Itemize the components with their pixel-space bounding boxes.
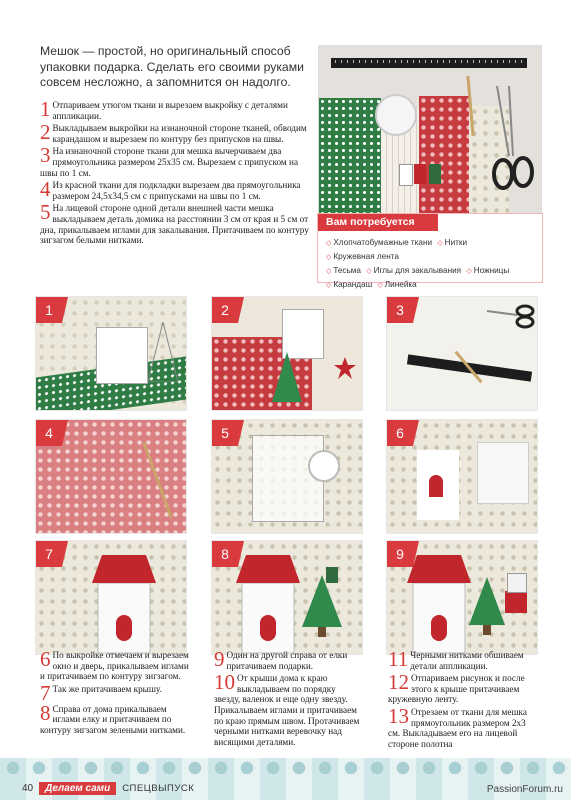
tree-pattern-icon: [148, 322, 178, 382]
step: [40, 647, 190, 682]
issue-label: СПЕЦВЫПУСК: [122, 783, 195, 794]
step: [40, 200, 312, 246]
steps-column-2: [214, 647, 364, 749]
intro-line: упаковки подарка. Сделать его своими руками: [40, 59, 304, 74]
thread-spool-green: [326, 567, 338, 583]
house-applique-icon: [92, 553, 156, 653]
material-item: ◇ Линейка: [377, 280, 416, 289]
photo-number: 7: [36, 541, 62, 567]
steps-column-1: [40, 647, 190, 738]
material-item: ◇ Нитки: [437, 238, 467, 247]
footer-bar: [22, 780, 194, 797]
step: [388, 703, 538, 749]
house-applique-icon: [407, 553, 471, 653]
step-text: Из красной ткани для подкладки вырезаем два прямоугольника размером 24,5х34,5 см с припусками на швы по 1 см.: [52, 180, 301, 201]
step: [214, 670, 364, 747]
page-number: 40: [22, 783, 34, 794]
step-text: Справа от дома прикалываем иглами елку и притачиваем по контуру зигзагом зелеными нитками.: [40, 703, 186, 735]
step: [40, 700, 190, 736]
step-text: Отпариваем утюгом ткани и вырезаем выкройку с деталями аппликации.: [52, 100, 288, 121]
step-text: От крыши дома к краю выкладываем по порядку звезду, валенок и еще одну звезду. Прикалываем иглами и притачиваем по краю прямым швом. Протачиваем черными нитками веревочку над висящими деталями.: [214, 673, 360, 747]
materials-photo: [318, 45, 542, 222]
step-photo-4: [35, 419, 187, 534]
steps-column-3: [388, 647, 538, 751]
tree-applique-icon: [302, 575, 342, 637]
door-applique-image: [429, 475, 443, 497]
step-text: На лицевой стороне одной детали внешней части мешка выкладываем деталь домика на расстоянии 3 см от края и 5 см от дна, прикалываем иглами для закалывания. Притачиваем по контуру зигзагом белыми нитками.: [40, 203, 309, 246]
intro-line: совсем несложно, а запомнится он надолго.: [40, 75, 291, 89]
step-number: 7: [40, 680, 51, 705]
red-fabric: [419, 96, 471, 221]
step-text: Черными нитками обшиваем детали аппликации.: [410, 650, 524, 671]
scissors-icon: [487, 86, 537, 196]
magazine-title: Делаем сами: [39, 782, 116, 795]
step-text: Отрезаем от ткани для мешка прямоугольник размером 2х3 см. Выкладываем его на лицевой стороне полотна: [388, 706, 527, 749]
photo-number: 5: [212, 420, 238, 446]
step: [214, 647, 364, 671]
step-number: 9: [214, 647, 225, 671]
materials-title: Вам потребуется: [318, 214, 438, 231]
tree-applique-icon: [469, 577, 505, 635]
step-text: По выкройке отмечаем и вырезаем окно и дверь, прикалываем иглами и притачиваем по контуру зигзагом.: [40, 650, 189, 682]
step-number: 2: [40, 120, 51, 145]
step-number: 13: [388, 703, 409, 728]
thread-spool-red: [414, 164, 426, 184]
step-number: 8: [40, 700, 51, 725]
materials-box: [317, 213, 543, 289]
intro-line: Мешок — простой, но оригинальный способ: [40, 44, 291, 58]
step-number: 4: [40, 177, 51, 202]
step-text: Один на другой справа от елки притачиваем подарки.: [226, 650, 348, 671]
ruler-image: [331, 58, 527, 68]
materials-list: [318, 231, 542, 297]
pincushion-image: [375, 94, 417, 136]
step-photo-8: [211, 540, 363, 655]
photo-number: 2: [212, 297, 238, 323]
pincushion-image: [308, 450, 340, 482]
star-cutout-icon: [334, 357, 356, 379]
step-number: 6: [40, 647, 51, 671]
step-number: 1: [40, 97, 51, 121]
photo-number: 6: [387, 420, 413, 446]
gift-applique-image: [507, 573, 527, 593]
step-number: 12: [388, 670, 409, 695]
step-photo-3: [386, 296, 538, 411]
site-watermark: PassionForum.ru: [486, 784, 563, 795]
step-number: 11: [388, 647, 409, 671]
step-photo-9: [386, 540, 538, 655]
step-text: Отпариваем рисунок и после этого к крыше притачиваем кружевную ленту.: [388, 673, 525, 705]
step: [40, 680, 190, 705]
step-photo-2: [211, 296, 363, 411]
material-item: ◇ Тесьма: [326, 266, 361, 275]
house-applique-icon: [236, 553, 300, 653]
step-text: На изнаночной стороне ткани для мешка вычерчиваем два прямоугольника размером 25х35 см. Вырезаем с припуском на швы по 1 см.: [40, 146, 299, 178]
step-number: 5: [40, 200, 51, 225]
step-photo-5: [211, 419, 363, 534]
photo-number: 1: [36, 297, 62, 323]
step-photo-6: [386, 419, 538, 534]
thread-spool-green: [429, 164, 441, 184]
step: [388, 670, 538, 705]
step: [388, 647, 538, 671]
material-item: ◇ Хлопчатобумажные ткани: [326, 238, 432, 247]
material-item: ◇ Карандаш: [326, 280, 372, 289]
photo-number: 8: [212, 541, 238, 567]
green-dot-fabric: [319, 98, 381, 221]
photo-number: 9: [387, 541, 413, 567]
step: [40, 97, 312, 121]
photo-number: 4: [36, 420, 62, 446]
tree-cutout-icon: [272, 352, 302, 402]
thread-spool-white: [399, 164, 413, 186]
material-item: ◇ Кружевная лента: [326, 252, 399, 261]
material-item: ◇ Иглы для закалывания: [366, 266, 461, 275]
material-item: ◇ Ножницы: [466, 266, 509, 275]
pattern-piece-image: [477, 442, 529, 504]
step: [40, 120, 312, 145]
step-number: 10: [214, 670, 235, 695]
gift-applique-image: [505, 591, 527, 613]
step-text: Выкладываем выкройки на изнаночной стороне тканей, обводим карандашом и вырезаем по контуру без припусков на швы.: [52, 123, 307, 144]
intro-text: [40, 44, 312, 91]
step: [40, 177, 312, 202]
steps-top: [40, 97, 312, 248]
step-number: 3: [40, 143, 51, 168]
step-photo-1: [35, 296, 187, 411]
step-photo-7: [35, 540, 187, 655]
house-pattern-image: [96, 327, 148, 384]
photo-number: 3: [387, 297, 413, 323]
scissors-icon: [487, 301, 535, 329]
step-text: Так же притачиваем крышу.: [52, 683, 162, 694]
step: [40, 143, 312, 178]
